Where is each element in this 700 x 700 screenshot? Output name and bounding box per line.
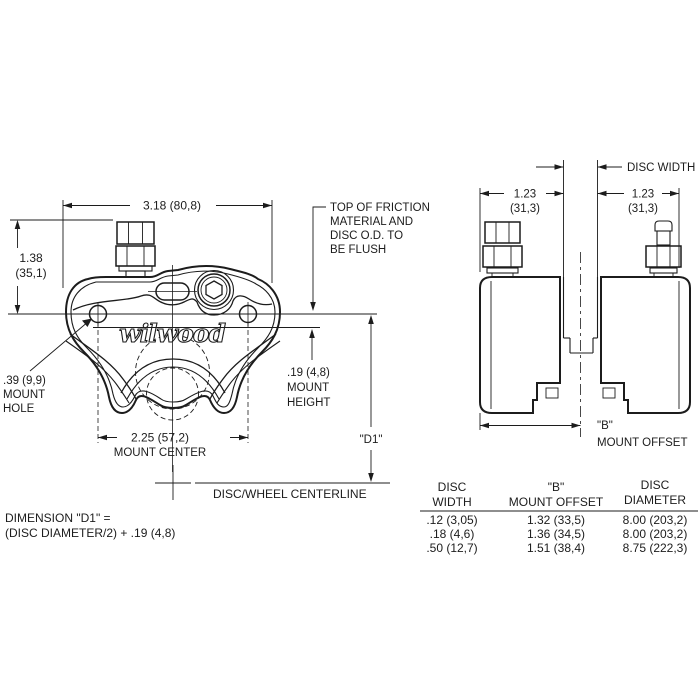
- bleeder-screw: [646, 221, 681, 277]
- svg-text:TOP OF FRICTION: TOP OF FRICTION: [330, 202, 430, 214]
- dim-width-318: [63, 199, 272, 289]
- svg-text:BE FLUSH: BE FLUSH: [330, 244, 387, 256]
- spec-table: [420, 478, 698, 555]
- table-row: [430, 527, 688, 541]
- svg-text:8.00 (203,2): 8.00 (203,2): [622, 527, 688, 541]
- pad-window-right-inner: [217, 341, 280, 403]
- callout-flush-note: [310, 202, 430, 311]
- svg-text:MOUNT: MOUNT: [287, 382, 330, 394]
- svg-text:.18 (4,6): .18 (4,6): [429, 527, 475, 541]
- col2-header2: MOUNT OFFSET: [508, 495, 604, 509]
- wilwood-logo: wilwood: [119, 319, 225, 348]
- svg-text:MOUNT CENTER: MOUNT CENTER: [113, 447, 207, 459]
- table-row: [426, 541, 687, 555]
- pad-window-left-inner: [66, 341, 129, 403]
- callout-mount-hole: [3, 319, 92, 416]
- svg-text:(35,1): (35,1): [15, 266, 47, 280]
- side-mount-bolt: [483, 222, 522, 277]
- svg-text:(31,3): (31,3): [627, 203, 659, 215]
- svg-text:HEIGHT: HEIGHT: [287, 397, 331, 409]
- dim-mount-center: [98, 431, 248, 460]
- col3-header2: DIAMETER: [623, 493, 687, 507]
- svg-text:DISC O.D. TO: DISC O.D. TO: [330, 230, 404, 242]
- dim-d1: [360, 315, 383, 482]
- svg-text:(31,3): (31,3): [509, 203, 541, 215]
- dim-mount-height: [287, 329, 330, 409]
- svg-text:DISC/WHEEL CENTERLINE: DISC/WHEEL CENTERLINE: [213, 487, 367, 501]
- side-view: [480, 160, 695, 449]
- svg-text:1.23: 1.23: [631, 188, 655, 201]
- d1-formula-note: [5, 511, 175, 540]
- svg-text:"D1": "D1": [359, 434, 383, 446]
- inlet-fitting: [116, 222, 155, 277]
- dim-disc-width: [536, 160, 695, 277]
- svg-text:8.75 (222,3): 8.75 (222,3): [622, 541, 688, 555]
- table-row: [426, 513, 687, 527]
- side-right-half-outline: [601, 277, 690, 413]
- side-left-half-outline: [480, 277, 560, 413]
- svg-text:"B": "B": [597, 420, 613, 432]
- svg-text:(DISC DIAMETER/2) + .19 (4,8): (DISC DIAMETER/2) + .19 (4,8): [5, 526, 176, 540]
- svg-text:3.18 (80,8): 3.18 (80,8): [142, 198, 202, 213]
- svg-text:8.00 (203,2): 8.00 (203,2): [622, 513, 688, 527]
- svg-text:.12 (3,05): .12 (3,05): [426, 513, 478, 527]
- svg-text:MATERIAL AND: MATERIAL AND: [330, 216, 414, 228]
- dim-height-138: [10, 220, 113, 314]
- svg-text:1.36 (34,5): 1.36 (34,5): [526, 527, 586, 541]
- side-left-lug-notch: [546, 388, 558, 398]
- front-view: [3, 199, 430, 502]
- pad-arch-inner: [127, 367, 219, 399]
- svg-text:1.38: 1.38: [19, 251, 43, 265]
- svg-text:1.32 (33,5): 1.32 (33,5): [526, 513, 586, 527]
- col2-header: "B": [547, 480, 565, 494]
- svg-text:DIMENSION "D1" =: DIMENSION "D1" =: [5, 511, 111, 525]
- svg-text:MOUNT OFFSET: MOUNT OFFSET: [597, 437, 688, 449]
- dim-right-123: [598, 188, 680, 268]
- svg-text:.50 (12,7): .50 (12,7): [426, 541, 478, 555]
- svg-text:.19 (4,8): .19 (4,8): [287, 367, 330, 379]
- svg-text:1.23: 1.23: [513, 188, 537, 201]
- svg-text:MOUNT: MOUNT: [3, 389, 46, 401]
- svg-text:1.51 (38,4): 1.51 (38,4): [526, 541, 586, 555]
- col3-header: DISC: [640, 478, 670, 492]
- svg-text:2.25 (57,2): 2.25 (57,2): [130, 430, 190, 445]
- side-right-lug-notch: [603, 388, 615, 398]
- svg-text:DISC WIDTH: DISC WIDTH: [627, 162, 696, 174]
- col1-header: DISC: [437, 480, 467, 494]
- col1-header2: WIDTH: [432, 495, 472, 509]
- dim-b-mount-offset: [480, 413, 688, 449]
- bridge-bolt: [195, 271, 234, 310]
- svg-text:.39 (9,9): .39 (9,9): [3, 375, 46, 387]
- disc-wheel-centerline: [155, 465, 390, 501]
- svg-text:HOLE: HOLE: [3, 403, 35, 415]
